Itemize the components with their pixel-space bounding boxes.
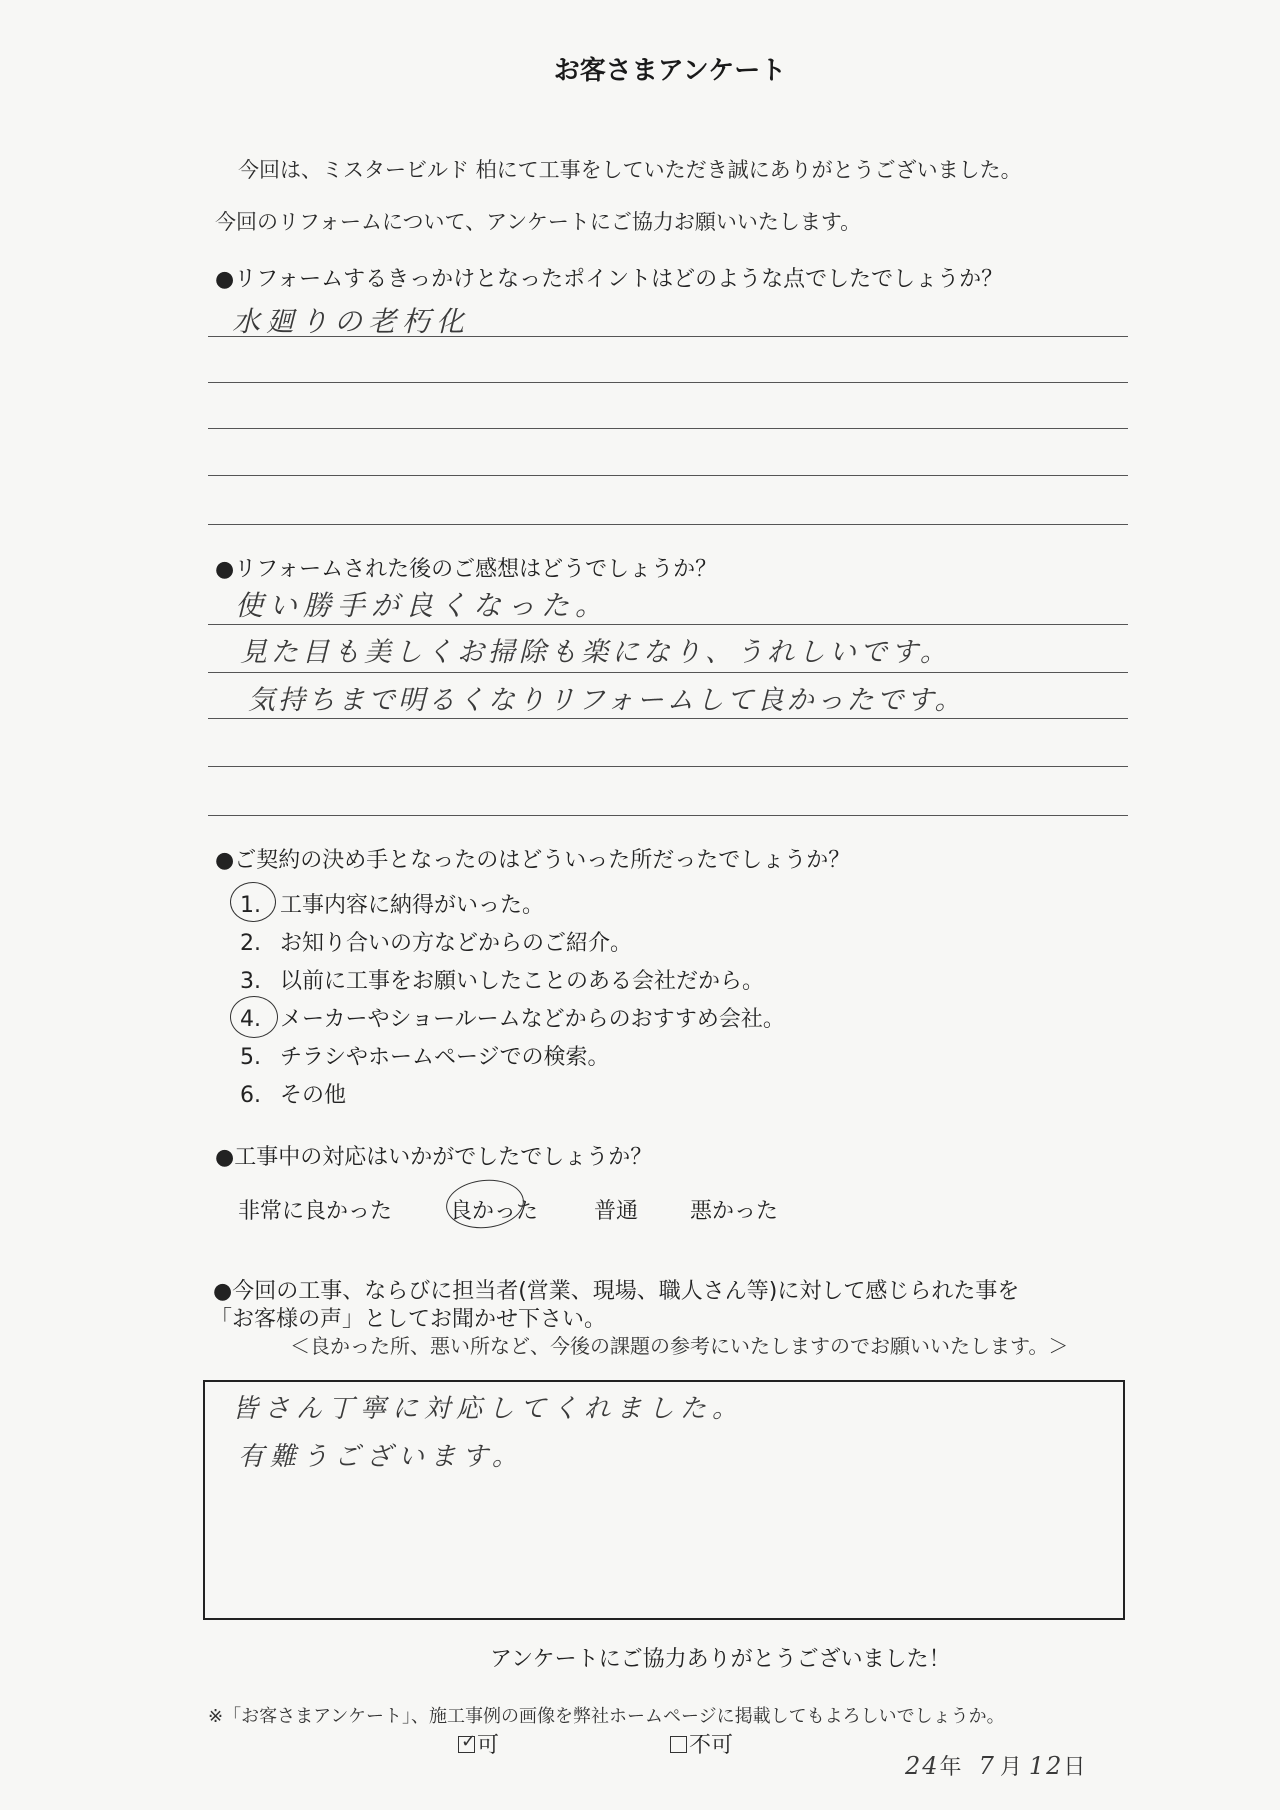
answer-1-line-1: 水廻りの老朽化 [232, 305, 471, 338]
option-3-label: 以前に工事をお願いしたことのある会社だから。 [280, 969, 765, 994]
question-5-line-2: 「お客様の声」としてお聞かせ下さい。 [210, 1307, 607, 1332]
option-1-label: 工事内容に納得がいった。 [280, 893, 545, 918]
permission-no-checkbox[interactable] [670, 1736, 687, 1753]
answer-2-rule-1 [208, 624, 1128, 625]
permission-no-label: 不可 [689, 1733, 734, 1758]
intro-line-2: 今回のリフォームについて、アンケートにご協力お願いいたします。 [215, 210, 862, 234]
rating-bad: 悪かった [690, 1199, 779, 1224]
option-6-label: その他 [280, 1083, 347, 1108]
option-1 [240, 888, 544, 919]
option-1-number: 1. [240, 893, 261, 918]
rating-very-good: 非常に良かった [238, 1199, 393, 1224]
option-3 [240, 964, 764, 995]
answer-1-rule-4 [208, 475, 1128, 476]
option-1-circle-mark [230, 882, 276, 922]
date-year-unit: 年 [939, 1755, 962, 1780]
answer-2-line-2: 見た目も美しくお掃除も楽になり、うれしいです。 [240, 637, 951, 668]
option-6-number: 6. [240, 1083, 261, 1108]
voice-answer-line-2: 有難うございます。 [238, 1442, 524, 1472]
rating-good: 良かった [450, 1199, 539, 1224]
permission-note: ※「お客さまアンケート」、施工事例の画像を弊社ホームページに掲載してもよろしいでしょうか。 [208, 1706, 1005, 1727]
thanks-message: アンケートにご協力ありがとうございました！ [490, 1647, 951, 1672]
date-month: 7 [978, 1752, 1000, 1780]
option-4 [240, 1002, 785, 1033]
option-4-circle-mark [230, 996, 278, 1038]
check-mark-icon: ✓ [461, 1731, 477, 1752]
date-year: 24 [905, 1752, 940, 1780]
answer-2-rule-3 [208, 718, 1128, 719]
question-5-hint: ＜良かった所、悪い所など、今後の課題の参考にいたしますのでお願いいたします。＞ [290, 1334, 1069, 1358]
permission-no-option [670, 1728, 733, 1759]
answer-2-rule-4 [208, 766, 1128, 767]
date-day: 12 [1028, 1752, 1064, 1780]
rating-normal: 普通 [594, 1199, 639, 1224]
permission-yes-label: 可 [477, 1733, 500, 1758]
option-4-number: 4. [240, 1007, 261, 1032]
question-5-line-1: ●今回の工事、ならびに担当者(営業、現場、職人さん等)に対して感じられた事を [213, 1279, 1020, 1304]
date-month-unit: 月 [999, 1755, 1022, 1780]
date-field [905, 1750, 1085, 1781]
answer-1-rule-5 [208, 524, 1128, 525]
answer-2-line-1: 使い勝手が良くなった。 [235, 589, 610, 622]
option-5-label: チラシやホームページでの検索。 [280, 1045, 610, 1070]
option-2-label: お知り合いの方などからのご紹介。 [280, 931, 633, 956]
option-6 [240, 1078, 346, 1109]
answer-2-rule-2 [208, 672, 1128, 673]
permission-yes-checkbox[interactable] [458, 1731, 477, 1753]
option-2 [240, 926, 632, 957]
answer-2-rule-5 [208, 815, 1128, 816]
question-1: ●リフォームするきっかけとなったポイントはどのような点でしたでしょうか？ [215, 267, 1004, 292]
form-title: お客さまアンケート [553, 56, 787, 86]
option-2-number: 2. [240, 931, 261, 956]
answer-1-rule-1 [208, 336, 1128, 337]
question-4: ●工事中の対応はいかがでしたでしょうか？ [215, 1145, 653, 1170]
option-4-label: メーカーやショールームなどからのおすすめ会社。 [280, 1007, 785, 1032]
question-2: ●リフォームされた後のご感想はどうでしょうか？ [215, 557, 718, 582]
question-3: ●ご契約の決め手となったのはどういった所だったでしょうか？ [215, 848, 851, 873]
permission-yes-option [458, 1728, 499, 1759]
option-5-number: 5. [240, 1045, 261, 1070]
answer-1-rule-3 [208, 428, 1128, 429]
intro-line-1: 今回は、ミスタービルド 柏にて工事をしていただき誠にありがとうございました。 [238, 158, 1022, 182]
option-3-number: 3. [240, 969, 261, 994]
date-day-unit: 日 [1063, 1755, 1086, 1780]
voice-answer-line-1: 皆さん丁寧に対応してくれました。 [232, 1394, 745, 1424]
answer-1-rule-2 [208, 382, 1128, 383]
answer-2-line-3: 気持ちまで明るくなりリフォームして良かったです。 [248, 685, 965, 716]
option-5 [240, 1040, 610, 1071]
